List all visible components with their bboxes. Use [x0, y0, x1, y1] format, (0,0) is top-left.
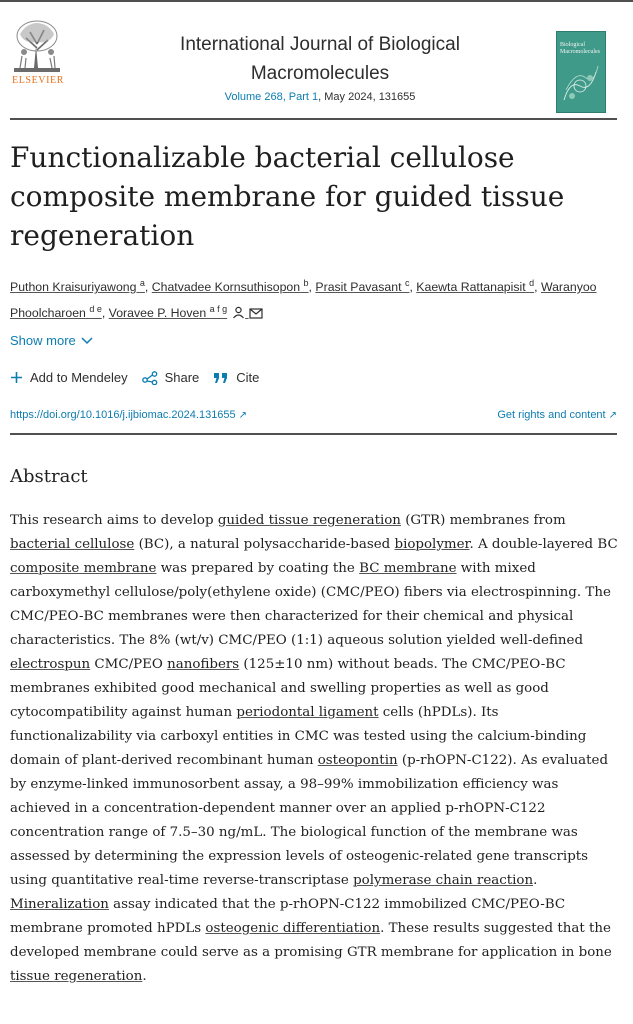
abstract-body — [10, 509, 618, 989]
author-separator: , — [409, 280, 417, 295]
cover-title-line1: Biological — [560, 42, 585, 48]
author-affiliation: c — [404, 278, 410, 288]
journal-title[interactable] — [120, 30, 520, 88]
chevron-down-icon — [81, 337, 93, 345]
cite-button[interactable] — [213, 370, 259, 385]
author-separator: , — [308, 280, 316, 295]
abstract-text: This research aims to develop — [10, 513, 218, 528]
author-list — [10, 272, 622, 324]
author-link[interactable] — [315, 280, 409, 294]
author-separator: , — [144, 280, 152, 295]
publisher-name: ELSEVIER — [11, 75, 65, 86]
author-name: Kaewta Rattanapisit — [416, 280, 526, 295]
journal-title-line2: Macromolecules — [250, 63, 390, 84]
keyword-link[interactable]: biopolymer — [394, 537, 470, 552]
abstract-text: . — [142, 969, 147, 984]
author-name: Chatvadee Kornsuthisopon — [151, 280, 301, 295]
keyword-link[interactable]: Mineralization — [10, 897, 109, 912]
volume-link[interactable]: Volume 268, Part 1 — [224, 91, 319, 103]
keyword-link[interactable]: periodontal ligament — [236, 705, 379, 720]
show-more-button[interactable] — [10, 333, 93, 348]
abstract-heading: Abstract — [10, 466, 88, 487]
author-link[interactable] — [416, 280, 534, 294]
author-affiliation: a f g — [209, 304, 228, 315]
author-affiliation: a — [139, 278, 145, 288]
quote-icon — [213, 372, 229, 384]
author-link[interactable] — [10, 280, 145, 294]
journal-cover[interactable] — [556, 31, 606, 113]
rights-link[interactable] — [497, 409, 617, 421]
add-to-mendeley-button[interactable] — [10, 370, 128, 385]
person-icon — [232, 306, 245, 319]
author-name: Waranyoo Phoolcharoen — [10, 280, 597, 321]
links-divider — [10, 433, 617, 435]
share-button[interactable] — [142, 370, 200, 385]
envelope-icon — [249, 308, 263, 319]
doi-link[interactable] — [10, 409, 247, 421]
keyword-link[interactable]: osteogenic differentiation — [205, 921, 381, 936]
header-divider — [10, 118, 617, 120]
abstract-text: (125±10 nm) without beads. The CMC/PEO-BC membranes exhibited good mechanical and swelling properties as well as good cytocompatibility against human — [10, 657, 566, 720]
journal-header — [0, 12, 633, 112]
abstract-text: was prepared by coating the — [156, 561, 360, 576]
keyword-link[interactable]: polymerase chain reaction — [353, 873, 534, 888]
top-border — [0, 0, 633, 2]
abstract-text: with mixed carboxymethyl cellulose/poly(ethylene oxide) (CMC/PEO) fibers via electrospinning. The CMC/PEO-BC membranes were then characterized for their chemical and physical characteristics. The 8% (wt/v) CMC/PEO (1:1) aqueous solution yielded well-defined — [10, 561, 611, 648]
abstract-text: CMC/PEO — [90, 657, 168, 672]
cover-title — [560, 42, 602, 55]
abstract-text: (BC), a natural polysaccharide-based — [134, 537, 395, 552]
author-affiliation: b — [303, 278, 309, 288]
author-name: Prasit Pavasant — [315, 280, 402, 295]
external-arrow-icon: ↗ — [238, 410, 248, 421]
author-affiliation: d — [529, 278, 535, 288]
abstract-text: . A double-layered BC — [469, 537, 618, 552]
issue-date: , May 2024, 131655 — [318, 91, 416, 103]
show-more-label: Show more — [10, 333, 76, 348]
abstract-text: . — [533, 873, 538, 888]
share-label: Share — [164, 370, 200, 385]
keyword-link[interactable]: nanofibers — [167, 657, 240, 672]
abstract-text: . These results suggested that the developed membrane could serve as a promising GTR membrane for application in bone — [10, 921, 612, 960]
cover-title-line2: Macromolecules — [560, 48, 600, 55]
keyword-link[interactable]: tissue regeneration — [10, 969, 143, 984]
publisher-logo[interactable] — [8, 18, 66, 90]
abstract-text: cells (hPDLs). Its functionalizability via carboxyl entities in CMC was tested using the calcium-binding domain of plant-derived recombinant human — [10, 705, 587, 768]
keyword-link[interactable]: electrospun — [10, 657, 91, 672]
author-affiliation: d e — [89, 304, 102, 315]
corresponding-author-link[interactable] — [232, 306, 262, 320]
keyword-link[interactable]: guided tissue regeneration — [217, 513, 401, 528]
cite-label: Cite — [236, 370, 260, 385]
author-separator: , — [101, 306, 109, 321]
abstract-text: (GTR) membranes from — [400, 513, 566, 528]
author-name: Puthon Kraisuriyawong — [10, 280, 137, 295]
doi-text: https://doi.org/10.1016/j.ijbiomac.2024.131655 — [10, 409, 236, 421]
rights-text: Get rights and content — [497, 409, 606, 421]
external-arrow-icon: ↗ — [608, 410, 617, 421]
add-to-mendeley-label: Add to Mendeley — [30, 370, 128, 385]
keyword-link[interactable]: bacterial cellulose — [10, 537, 135, 552]
share-icon — [142, 371, 158, 385]
abstract-text: assay indicated that the p-rhOPN-C122 immobilized CMC/PEO-BC membrane promoted hPDLs — [10, 897, 566, 936]
article-toolbar — [10, 370, 273, 385]
journal-title-line1: International Journal of Biological — [180, 34, 460, 55]
abstract-text: (p-rhOPN-C122). As evaluated by enzyme-linked immunosorbent assay, a 98–99% immobilization efficiency was achieved in a concentration-dependent manner over an applied p-rhOPN-C122 concentration range of 7.5–30 ng/mL. The biological function of the membrane was assessed by determining the expression levels of osteogenic-related gene transcripts using quantitative real-time reverse-transcriptase — [10, 753, 609, 888]
keyword-link[interactable]: osteopontin — [317, 753, 398, 768]
author-separator: , — [534, 280, 541, 295]
elsevier-tree-icon — [12, 18, 62, 74]
author-link[interactable] — [152, 280, 309, 294]
author-link[interactable] — [109, 306, 227, 320]
keyword-link[interactable]: composite membrane — [10, 561, 157, 576]
article-title: Functionalizable bacterial cellulose composite membrane for guided tissue regeneration — [10, 141, 565, 252]
author-name: Voravee P. Hoven — [108, 306, 207, 321]
keyword-link[interactable]: BC membrane — [359, 561, 457, 576]
plus-icon — [10, 371, 23, 384]
issue-info — [120, 91, 520, 103]
cover-molecule-icon — [560, 60, 602, 108]
